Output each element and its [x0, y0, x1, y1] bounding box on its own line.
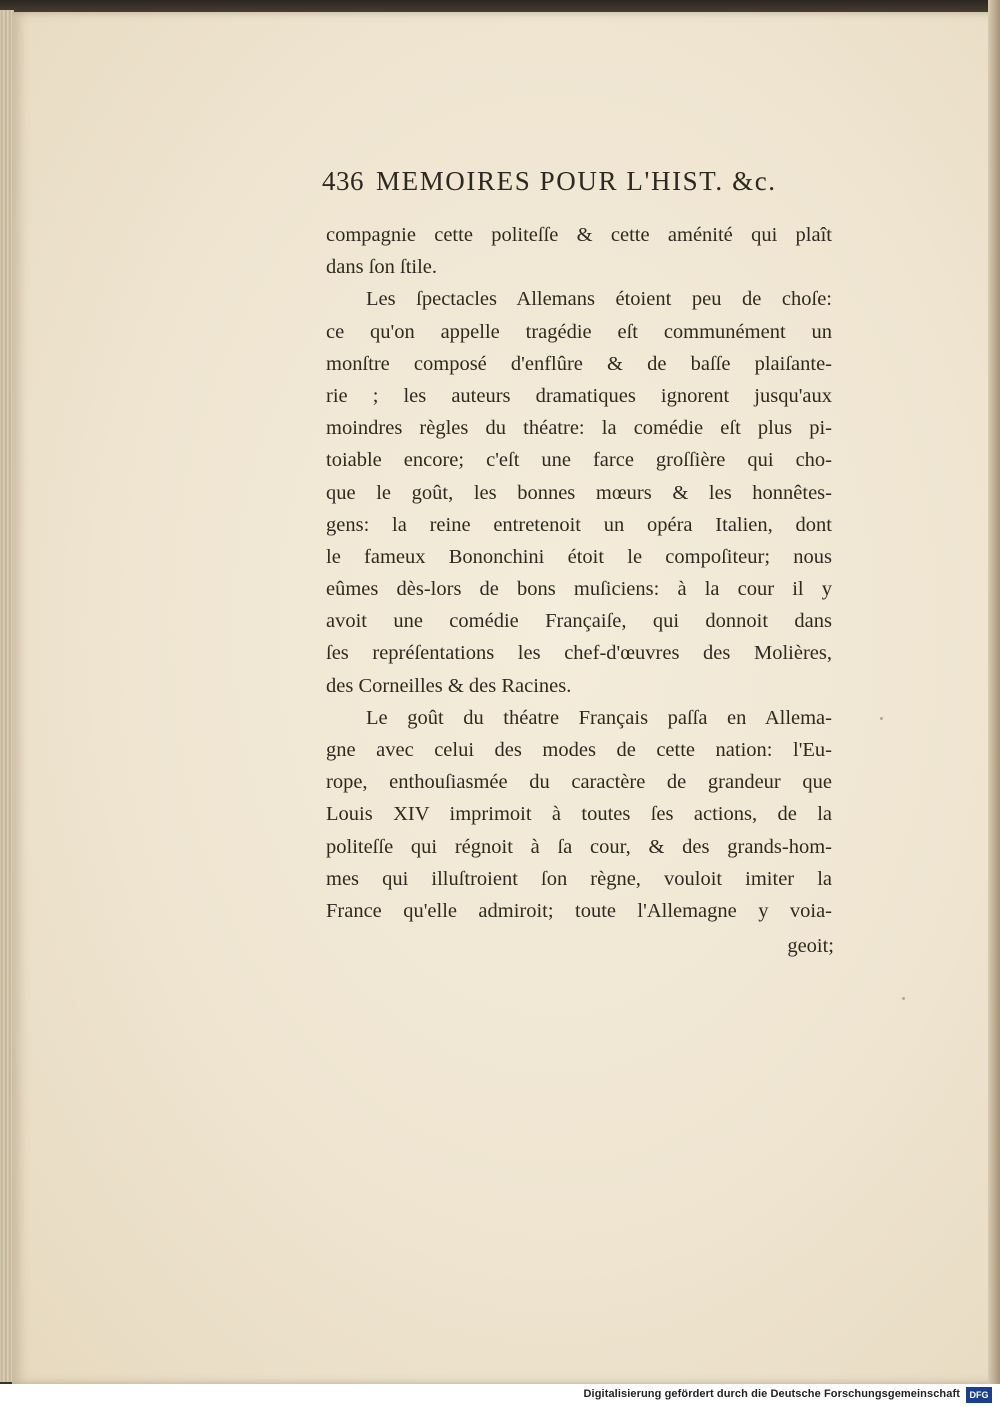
text-line: mes qui illuſtroient ſon règne, vouloit imiter la: [326, 867, 832, 890]
text-line: rope, enthouſiasmée du caractère de grandeur que: [326, 771, 832, 794]
text-line: moindres règles du théatre: la comédie eſt plus pi-: [326, 417, 832, 440]
body-text: [326, 219, 832, 927]
running-head: [322, 166, 842, 206]
text-line: toiable encore; c'eſt une farce groſſière qui cho-: [326, 449, 832, 472]
text-line: politeſſe qui régnoit à ſa cour, & des grands-hom-: [326, 835, 832, 858]
page-right-edge: [988, 0, 1000, 1384]
text-line: ſes repréſentations les chef-d'œuvres des Molières,: [326, 642, 832, 665]
text-line: ce qu'on appelle tragédie eſt communément un: [326, 320, 832, 343]
text-line: compagnie cette politeſſe & cette aménité qui plaît: [326, 224, 832, 246]
running-head-title: MEMOIRES POUR L'HIST. &c.: [376, 166, 777, 196]
text-line: gens: la reine entretenoit un opéra Italien, dont: [326, 513, 832, 536]
text-line: France qu'elle admiroit; toute l'Allemagne y voia-: [326, 899, 832, 922]
text-line: avoit une comédie Françaiſe, qui donnoit dans: [326, 610, 832, 633]
footer-bar: [0, 1384, 1000, 1407]
text-line: le fameux Bononchini étoit le compoſiteur; nous: [326, 545, 832, 568]
page-number: 436: [322, 166, 364, 196]
text-line: eûmes dès-lors de bons muſiciens: à la cour il y: [326, 578, 832, 601]
text-line: que le goût, les bonnes mœurs & les honnêtes-: [326, 481, 832, 504]
catchword: geoit;: [787, 935, 834, 957]
text-line: Louis XIV imprimoit à toutes ſes actions, de la: [326, 803, 832, 826]
paper-speck: [902, 997, 905, 1000]
text-line: rie ; les auteurs dramatiques ignorent jusqu'aux: [326, 384, 832, 407]
text-line: monſtre composé d'enflûre & de baſſe plaiſante-: [326, 352, 832, 375]
text-line: Le goût du théatre Français paſſa en Allema-: [366, 706, 832, 729]
text-line: Les ſpectacles Allemans étoient peu de choſe:: [366, 288, 832, 311]
paper-speck: [880, 717, 883, 720]
text-line: dans ſon ſtile.: [326, 256, 438, 279]
text-line: gne avec celui des modes de cette nation: l'Eu-: [326, 739, 832, 761]
dfg-logo: DFG: [966, 1387, 992, 1403]
footer-credit: Digitalisierung gefördert durch die Deutsche Forschungsgemeinschaft: [583, 1388, 960, 1400]
text-line: des Corneilles & des Racines.: [326, 674, 572, 697]
